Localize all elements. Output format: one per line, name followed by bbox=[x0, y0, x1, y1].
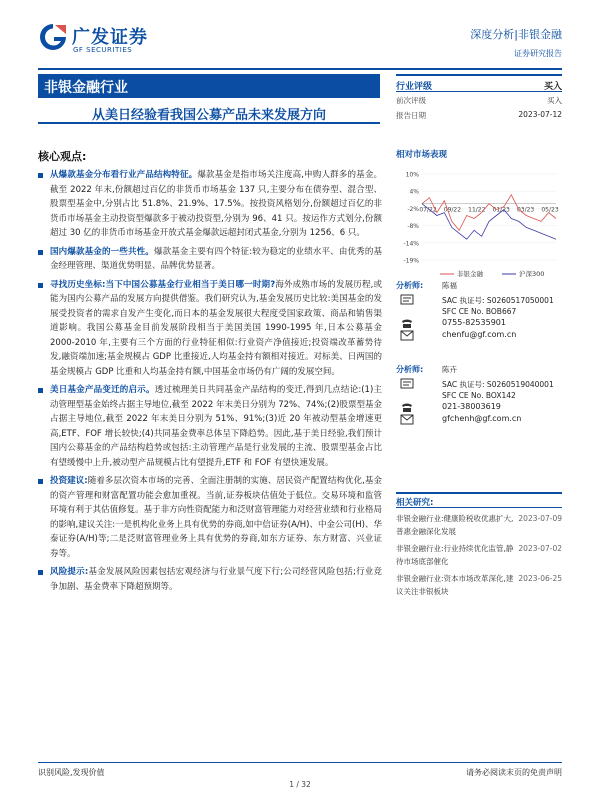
paragraph-lead: 国内爆款基金的一些共性。 bbox=[50, 246, 154, 257]
x-tick-label: 11/22 bbox=[468, 206, 486, 214]
title-banner bbox=[38, 74, 380, 126]
bullet-icon bbox=[38, 570, 43, 575]
related-item[interactable] bbox=[396, 542, 562, 568]
related-item-date: 2023-06-25 bbox=[518, 574, 562, 583]
paragraph-lead: 投资建议: bbox=[50, 476, 88, 486]
x-tick-label: 05/23 bbox=[541, 206, 559, 214]
id-card-icon bbox=[400, 378, 414, 389]
email-row[interactable] bbox=[396, 414, 562, 426]
paragraph bbox=[38, 245, 382, 274]
related-item-title[interactable]: 非银金融行业:资本市场改革深化,建议关注非银板块 bbox=[396, 574, 514, 596]
chart-svg bbox=[396, 168, 562, 286]
previous-rating-row bbox=[396, 92, 562, 107]
phone-icon bbox=[400, 318, 414, 329]
previous-rating-value: 买入 bbox=[547, 96, 562, 105]
report-date-row bbox=[396, 107, 562, 122]
logo-english-name: GF SECURITIES bbox=[73, 46, 133, 54]
series-line bbox=[422, 195, 559, 231]
email-row[interactable] bbox=[396, 330, 562, 342]
phone-number: 021-38003619 bbox=[442, 402, 501, 411]
page-number: 1 / 32 bbox=[289, 780, 311, 789]
paragraph-text: 爆款基金主要有四个特征:较为稳定的业绩水平、由优秀的基金经理管理、渠道优势明显、品牌优势显著。 bbox=[50, 246, 382, 271]
gf-logo-icon bbox=[38, 22, 68, 52]
email-address[interactable]: gfchenh@gf.com.cn bbox=[442, 414, 522, 423]
x-tick-label: 03/23 bbox=[516, 206, 535, 214]
paragraph-text: 随着多层次资本市场的完善、全面注册制的实施、居民资产配置结构优化,基金的资产管理和财富配置功能会愈加重视。当前,证券板块估值处于低位。交易环境和监管环境有利于其估值修复。基于非方向性资配能力和泛财富管理能力对经营业绩和行业格局的影响,建议关注:一是机构化业务上具有优势的券商,如中信证券(A/H)、中金公司(H)、华泰证券(A/H)等;二是泛财富管理业务上具有优势的券商,如东方证券、东方财富、兴业证券等。 bbox=[50, 476, 382, 559]
x-tick-label: 01/23 bbox=[492, 206, 510, 214]
sac-number: SAC 执证号: S0260517050001 bbox=[442, 296, 554, 305]
footer-disclaimer: 请务必阅读末页的免责声明 bbox=[466, 768, 562, 777]
report-body bbox=[38, 168, 382, 598]
analyst-name: 陈福 bbox=[442, 281, 457, 290]
email-icon bbox=[400, 330, 414, 341]
analyst-label: 分析师: bbox=[396, 365, 424, 374]
related-item[interactable] bbox=[396, 512, 562, 538]
paragraph-lead: 风险提示: bbox=[50, 567, 89, 577]
series-line bbox=[422, 204, 559, 240]
report-category: 深度分析|非银金融 bbox=[470, 28, 562, 41]
paragraph-text: 透过梳理美日共同基金产品结构的变迁,得到几点结论:(1)主动管理型基金始终占据主导地位,截至 2022 年末美日分别为 72%、74%;(2)股票型基金占据主导地位,截至 2022 年末美日分别为 51%、91%;(3)近 20 年被动型基金增速更高,ETF、FOF 增长较快;(4)共同基金费率总体呈下降趋势。因此,基于美日经验,我们预计国内公募基金的产品结构趋势或包括:主动管理产品是行业发展的主流、股票型基金占比有望缓慢中上升,被动型产品规模占比有望提升,ETF 和 FOF 有望快速发展。 bbox=[50, 385, 382, 468]
rating-header bbox=[396, 74, 562, 92]
sac-row bbox=[396, 294, 562, 306]
email-address[interactable]: chenfu@gf.com.cn bbox=[442, 330, 517, 339]
sfc-number: SFC CE No. BOB667 bbox=[442, 307, 517, 316]
related-item-date: 2023-07-02 bbox=[518, 544, 562, 553]
industry-title: 非银金融行业 bbox=[38, 74, 380, 98]
bullet-icon bbox=[38, 283, 43, 288]
footer-slogan: 识别风险,发现价值 bbox=[38, 768, 105, 777]
analyst-label: 分析师: bbox=[396, 281, 424, 290]
x-tick-label: 07/22 bbox=[419, 206, 437, 214]
legend-label: 沪深300 bbox=[519, 270, 545, 278]
id-card-icon bbox=[400, 294, 414, 305]
report-date-value: 2023-07-12 bbox=[518, 110, 562, 119]
related-research-title: 相关研究: bbox=[396, 492, 562, 508]
rating-label: 行业评级 bbox=[396, 82, 433, 92]
y-tick-label: -14% bbox=[403, 240, 419, 248]
related-research bbox=[396, 492, 562, 598]
y-tick-label: -8% bbox=[407, 223, 419, 231]
paragraph bbox=[38, 383, 382, 470]
related-item[interactable] bbox=[396, 572, 562, 598]
paragraph-text: 海外成熟市场的发展历程,或能为国内公募产品的发展方向提供借鉴。我们研究认为,基金发展历史比较:美国基金的发展受投资者的需求自发产生变化,而日本的基金发展很大程度受国家政策、商品和销售渠道影响。我国公募基金目前发展阶段相当于美国美国 1990-1995 年,日本公募基金 2000-2010 年,主要有三个方面的行业特征相似:行业资产净值接近;投资端改革蓄势待发,融资端加速;基金规模占 GDP 比重接近,人均基金持有额相对接近。对标美、日两国的基金规模占 GDP 比重和人均基金持有额,中国基金市场仍有广阔的发展空间。 bbox=[50, 279, 382, 377]
phone-icon bbox=[400, 402, 414, 413]
related-item-date: 2023-07-09 bbox=[518, 514, 562, 523]
bullet-icon bbox=[38, 388, 43, 393]
phone-row bbox=[396, 402, 562, 414]
phone-row bbox=[396, 318, 562, 330]
report-headline: 从美日经验看我国公募产品未来发展方向 bbox=[38, 100, 380, 124]
company-logo bbox=[38, 22, 168, 54]
y-tick-label: -19% bbox=[403, 257, 419, 265]
header-divider bbox=[38, 68, 562, 70]
sac-number: SAC 执证号: S0260519040001 bbox=[442, 380, 554, 389]
bullet-icon bbox=[38, 479, 43, 484]
legend-label: 非银金融 bbox=[457, 270, 483, 278]
related-item-title[interactable]: 非银金融行业:行业持续优化监管,静待市场底部催化 bbox=[396, 544, 514, 566]
y-tick-label: 4% bbox=[409, 188, 419, 196]
page-footer bbox=[38, 762, 562, 777]
report-date-label: 报告日期 bbox=[396, 111, 426, 120]
analyst-name-row bbox=[396, 280, 562, 294]
x-tick-label: 09/22 bbox=[443, 206, 462, 214]
sac-row bbox=[396, 378, 562, 390]
analyst-name-row bbox=[396, 364, 562, 378]
paragraph-lead: 寻找历史坐标:当下中国公募基金行业相当于美日哪一时期? bbox=[50, 279, 276, 290]
relative-performance-chart bbox=[396, 168, 562, 286]
paragraph-text: 爆款基金是指市场关注度高,申购人群多的基金。截至 2022 年末,份额超过百亿的非货币市场基金 137 只,主要分布在债券型、混合型、股票型基金中,分别占比 51.8%、21.9%、17.5%。按投资风格划分,份额超过百亿的非货币市场基金主动投资型爆款多于被动投资型,分别为 96、41 只。按运作方式划分,份额超过 30 亿的非货币市场基金开放式基金爆款远超封闭式基金,分别为 1256、6 只。 bbox=[50, 170, 382, 238]
paragraph bbox=[38, 278, 382, 380]
previous-rating-label: 前次评级 bbox=[396, 96, 426, 105]
analyst-name: 陈卉 bbox=[442, 365, 457, 374]
rating-value: 买入 bbox=[543, 82, 562, 92]
report-subtitle: 证券研究报告 bbox=[514, 49, 562, 58]
paragraph-text: 基金发展风险因素包括宏观经济与行业景气度下行;公司经营风险包括;行业竞争加剧、基金费率下降超预期等。 bbox=[50, 567, 382, 592]
bullet-icon bbox=[38, 173, 43, 178]
logo-chinese-name: 广发证券 bbox=[72, 27, 148, 48]
core-views-title: 核心观点: bbox=[38, 150, 87, 163]
y-tick-label: 10% bbox=[405, 171, 419, 179]
paragraph bbox=[38, 565, 382, 594]
paragraph bbox=[38, 168, 382, 241]
chart-title: 相对市场表现 bbox=[396, 150, 448, 160]
sfc-number: SFC CE No. BOX142 bbox=[442, 391, 516, 400]
paragraph-lead: 从爆款基金分布看行业产品结构特征。 bbox=[50, 170, 198, 180]
related-item-title[interactable]: 非银金融行业:健康险税收优惠扩大,普惠金融深化发展 bbox=[396, 514, 514, 536]
analyst-block bbox=[396, 280, 562, 342]
paragraph bbox=[38, 474, 382, 561]
paragraph-lead: 美日基金产品变迁的启示。 bbox=[50, 385, 155, 395]
email-icon bbox=[400, 414, 414, 425]
report-type-header bbox=[470, 26, 562, 59]
rating-box bbox=[396, 74, 562, 122]
analyst-block bbox=[396, 364, 562, 426]
sfc-row bbox=[396, 390, 562, 402]
y-tick-label: -2% bbox=[407, 205, 419, 213]
sfc-row bbox=[396, 306, 562, 318]
phone-number: 0755-82535901 bbox=[442, 318, 506, 327]
bullet-icon bbox=[38, 250, 43, 255]
